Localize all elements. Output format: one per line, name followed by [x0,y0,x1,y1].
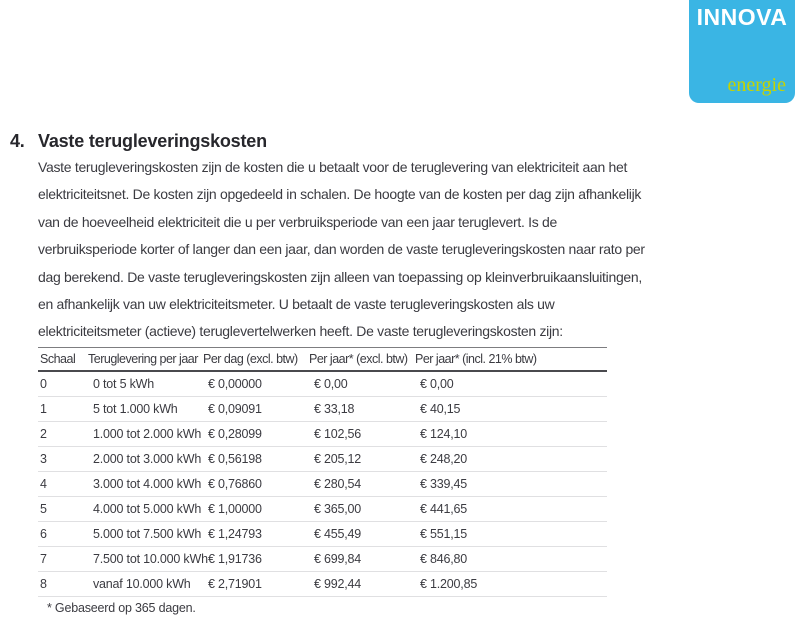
logo-brand-name: INNOVA [696,4,788,30]
paragraph-line-2: elektriciteitsnet. De kosten zijn opgedeeld in schalen. De hoogte van de kosten per dag zijn afhankelijk [38,186,642,203]
cell-per-dag: € 0,09091 [208,402,262,416]
table-row [38,572,607,597]
paragraph-line-3: van de hoeveelheid elektriciteit die u per verbruiksperiode van een jaar teruglevert. Is de [38,213,558,230]
paragraph-line-7: elektriciteitsmeter (actieve) teruglevertelwerken heeft. De vaste terugleveringskosten zijn: [38,323,563,340]
cell-teruglevering: 5 tot 1.000 kWh [93,402,178,416]
cell-per-jaar-excl: € 280,54 [314,477,362,491]
body-paragraph [38,154,645,346]
table-footnote: * Gebaseerd op 365 dagen. [47,601,196,615]
cell-schaal: 8 [40,577,47,591]
page-title: Vaste terugleveringskosten [38,131,267,151]
cell-per-jaar-incl: € 339,45 [420,477,468,491]
cell-schaal: 1 [40,402,47,416]
cell-per-jaar-excl: € 699,84 [314,552,362,566]
cell-teruglevering: 2.000 tot 3.000 kWh [93,452,202,466]
cell-per-jaar-excl: € 0,00 [314,377,348,391]
cell-per-jaar-incl: € 441,65 [420,502,468,516]
cell-teruglevering: 3.000 tot 4.000 kWh [93,477,202,491]
cell-schaal: 4 [40,477,47,491]
cell-per-dag: € 0,76860 [208,477,262,491]
cell-per-jaar-incl: € 551,15 [420,527,468,541]
cell-per-jaar-excl: € 455,49 [314,527,362,541]
cell-per-dag: € 1,24793 [208,527,262,541]
cell-per-dag: € 1,00000 [208,502,262,516]
table-header-row [38,347,607,372]
cell-schaal: 6 [40,527,47,541]
cell-teruglevering: 4.000 tot 5.000 kWh [93,502,202,516]
cell-teruglevering: 7.500 tot 10.000 kWh [93,552,208,566]
paragraph-line-6: en afhankelijk van uw elektriciteitsmeter. U betaalt de vaste terugleveringskosten als uw [38,296,555,313]
cell-teruglevering: 5.000 tot 7.500 kWh [93,527,202,541]
cell-per-jaar-incl: € 846,80 [420,552,468,566]
table-row [38,497,607,522]
cell-per-jaar-incl: € 1.200,85 [420,577,478,591]
cell-schaal: 5 [40,502,47,516]
cell-schaal: 2 [40,427,47,441]
col-header-teruglevering: Teruglevering per jaar [88,352,198,366]
table-row [38,522,607,547]
table-row [38,422,607,447]
cell-schaal: 0 [40,377,47,391]
cell-per-dag: € 1,91736 [208,552,262,566]
cell-per-jaar-excl: € 365,00 [314,502,362,516]
cell-per-dag: € 0,00000 [208,377,262,391]
col-header-per-jaar-excl: Per jaar* (excl. btw) [309,352,408,366]
cell-per-jaar-incl: € 0,00 [420,377,454,391]
col-header-schaal: Schaal [40,352,76,366]
table-row [38,547,607,572]
cell-per-jaar-incl: € 248,20 [420,452,468,466]
col-header-per-dag: Per dag (excl. btw) [203,352,298,366]
cell-per-dag: € 2,71901 [208,577,262,591]
innova-energie-logo [689,0,795,103]
paragraph-line-1: Vaste terugleveringskosten zijn de kosten die u betaalt voor de teruglevering van elektriciteit aan het [38,159,628,175]
cell-per-dag: € 0,56198 [208,452,262,466]
cell-per-jaar-incl: € 124,10 [420,427,468,441]
cell-schaal: 3 [40,452,47,466]
table-row [38,447,607,472]
cell-per-jaar-excl: € 992,44 [314,577,362,591]
table-row [38,472,607,497]
cell-per-jaar-excl: € 205,12 [314,452,362,466]
cell-teruglevering: vanaf 10.000 kWh [93,577,191,591]
cell-per-jaar-excl: € 33,18 [314,402,355,416]
col-header-per-jaar-incl: Per jaar* (incl. 21% btw) [415,352,537,366]
section-number: 4. [10,131,25,151]
cell-teruglevering: 0 tot 5 kWh [93,377,155,391]
table-row [38,372,607,397]
cell-schaal: 7 [40,552,47,566]
cell-per-dag: € 0,28099 [208,427,262,441]
section-heading [10,131,267,152]
cell-teruglevering: 1.000 tot 2.000 kWh [93,427,202,441]
paragraph-line-5: dag berekend. De vaste terugleveringskosten zijn alleen van toepassing op kleinverbruikaansluitingen, [38,268,642,285]
table-row [38,397,607,422]
cell-per-jaar-incl: € 40,15 [420,402,461,416]
paragraph-line-4: verbruiksperiode korter of langer dan een jaar, dan worden de vaste terugleveringskosten naar rato per [38,241,645,258]
tariff-table [38,347,607,597]
logo-tagline: energie [727,74,786,96]
cell-per-jaar-excl: € 102,56 [314,427,362,441]
